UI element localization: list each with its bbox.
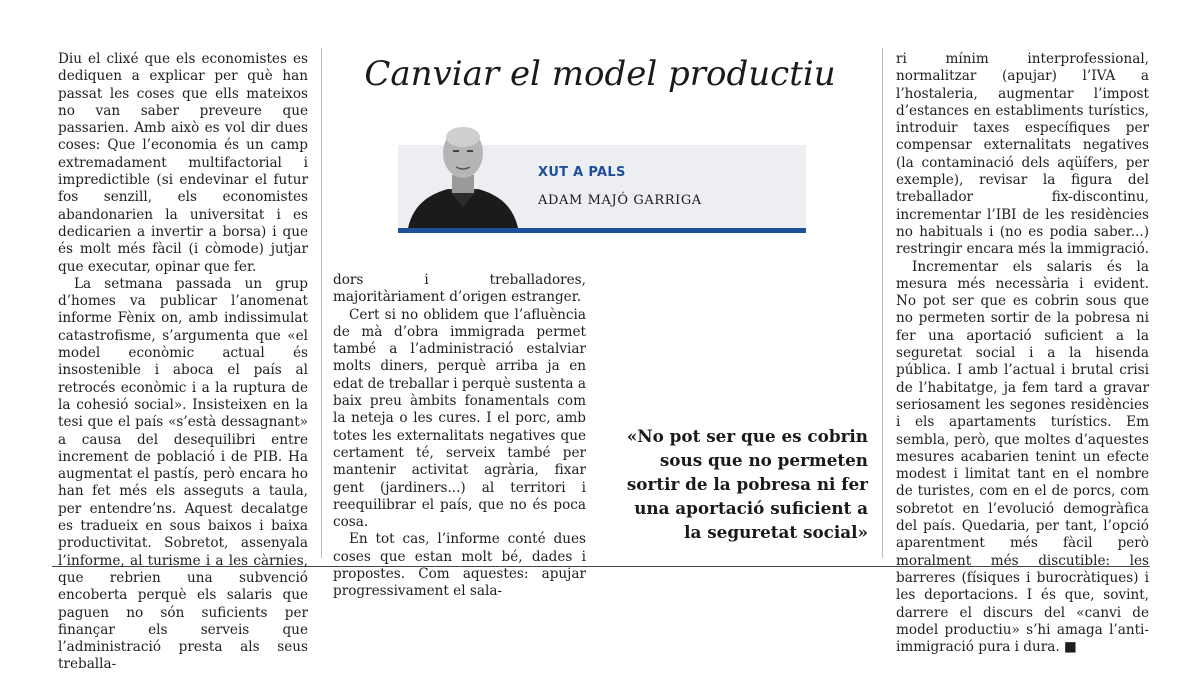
- article-column-2: [333, 272, 586, 601]
- author-name: ADAM MAJÓ GARRIGA: [538, 193, 702, 208]
- paragraph: Incrementar els salaris és la mesura més necessària i evident. No pot ser que es cobrin sous que no permeten sortir de la pobresa ni fer una aportació suficient a la seguretat social i a la hisenda pública. I amb l’actual i brutal crisi de l’habitatge, ja fem tard a gravar seriosament les segones residències i els apartaments turístics. Em sembla, però, que moltes d’aquestes mesures acabarien tenint un efecte modest i limitat tant en el nombre de turistes, com en el de porcs, com sobretot en l’evolució demogràfica del país. Quedaria, per tant, l’opció aparentment més fàcil però moralment més discutible: les barreres (físiques i burocràtiques) i les deportacions. I és que, sovint, darrere el discurs del «canvi de model productiu» s’hi amaga l’anti-immigració pura i dura. ■: [896, 258, 1149, 656]
- paragraph: ri mínim interprofessional, normalitzar (apujar) l’IVA a l’hostaleria, augmentar l’impost d’estances en establiments turístics, introduir taxes específiques per compensar externalitats negatives (la contaminació dels aqüífers, per exemple), revisar la figura del treballador fix-discontinu, incrementar l’IBI de les residències no habituals i (no es podia saber...) restringir encara més la immigració.: [896, 51, 1149, 258]
- paragraph: En tot cas, l’informe conté dues coses que estan molt bé, dades i propostes. Com aquestes: apujar progressivament el sala-: [333, 531, 586, 600]
- byline-box: [398, 145, 806, 233]
- section-name: XUT A PALS: [538, 165, 626, 180]
- paragraph: Cert si no oblidem que l’afluència de mà d’obra immigrada permet també a l’administració estalviar molts diners, perquè arriba ja en edat de treballar i perquè sustenta a baix preu àmbits fonamentals com la neteja o les cures. I el porc, amb totes les externalitats negatives que certament té, serveix també per mantenir activitat agrària, fixar gent (jardiners...) al territori i reequilibrar el país, que no és poca cosa.: [333, 306, 586, 531]
- column-rule-right: [882, 48, 883, 558]
- author-portrait: [404, 121, 522, 228]
- article-column-4: [896, 51, 1149, 656]
- paragraph: dors i treballadores, majoritàriament d’origen estranger.: [333, 272, 586, 306]
- article-column-1: [58, 51, 308, 674]
- pull-quote: «No pot ser que es cobrin sous que no permeten sortir de la pobresa ni fer una aportació suficient a la seguretat social»: [626, 426, 868, 542]
- paragraph: Diu el clixé que els economistes es dediquen a explicar per què han passat les coses que ells mateixos no van saber preveure que passarien. Amb això es vol dir dues coses: Que l’economia és un camp extremadament multifactorial i impredictible (si endevinar el futur fos senzill, els economistes abandonarien la universitat i es dedicarien a invertir a borsa) i que és molt més fàcil (i còmode) jutjar que executar, opinar que fer.: [58, 51, 308, 275]
- paragraph: La setmana passada un grup d’homes va publicar l’anomenat informe Fènix on, amb indissimulat catastrofisme, s’argumenta que «el model econòmic actual és insostenible i aboca el país al retrocés econòmic i a la ruptura de la cohesió social». Insisteixen en la tesi que el país «s’està dessagnant» a causa del desequilibri entre increment de població i de PIB. Ha augmentat el pastís, però encara ho han fet més els asseguts a taula, per entendre’ns. Aquest decalatge es tradueix en sous baixos i baixa productivitat. Sobretot, assenyala l’informe, al turisme i a les càrnies, que rebrien una subvenció encoberta perquè els salaris que paguen no són suficients per finançar els serveis que l’administració presta als seus treballa-: [58, 275, 308, 673]
- column-rule-left: [321, 48, 322, 558]
- headline: Canviar el model productiu: [364, 54, 836, 94]
